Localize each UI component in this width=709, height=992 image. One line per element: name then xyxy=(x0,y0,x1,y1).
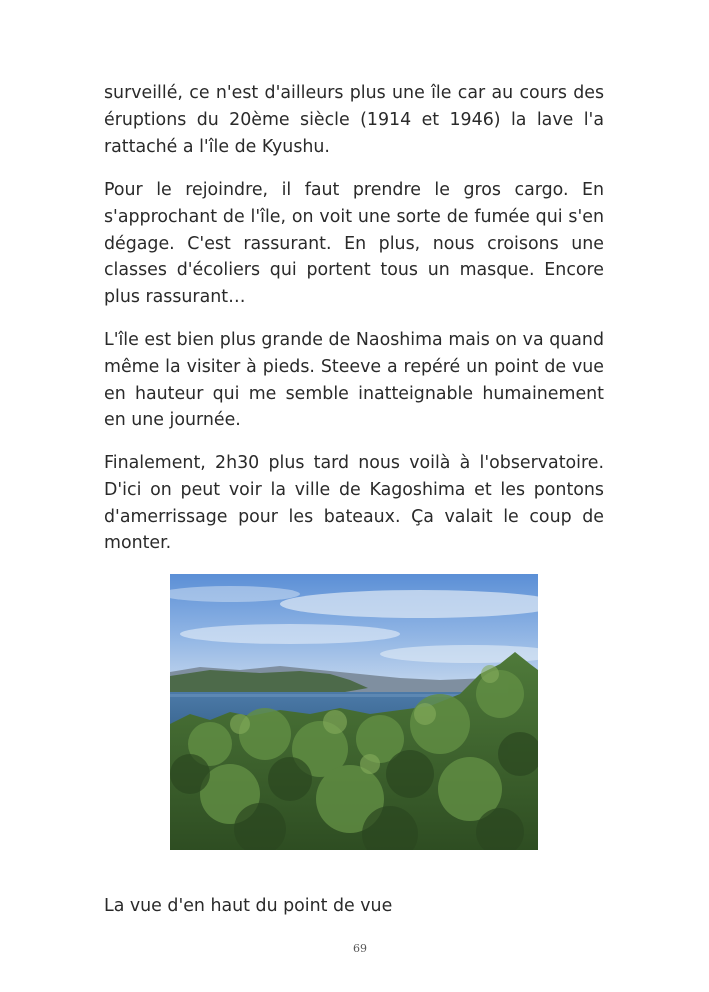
paragraph-3: L'île est bien plus grande de Naoshima mais on va quand même la visiter à pieds. Steeve a repéré un point de vue en hauteur qui me semble inatteignable humainement en une journée. xyxy=(104,330,604,431)
paragraph-1: surveillé, ce n'est d'ailleurs plus une île car au cours des éruptions du 20ème siècle (1914 et 1946) la lave l'a rattaché a l'île de Kyushu. xyxy=(104,83,604,157)
photo-caption: La vue d'en haut du point de vue xyxy=(104,896,393,916)
page-number: 69 xyxy=(353,942,367,955)
landscape-photo xyxy=(170,574,538,850)
paragraph-2: Pour le rejoindre, il faut prendre le gros cargo. En s'approchant de l'île, on voit une sorte de fumée qui s'en dégage. C'est rassurant. En plus, nous croisons une classes d'écoliers qui portent tous un masque. Encore plus rassurant… xyxy=(104,180,604,308)
paragraph-4: Finalement, 2h30 plus tard nous voilà à l'observatoire. D'ici on peut voir la ville de Kagoshima et les pontons d'amerrissage pour les bateaux. Ça valait le coup de monter. xyxy=(104,453,604,554)
